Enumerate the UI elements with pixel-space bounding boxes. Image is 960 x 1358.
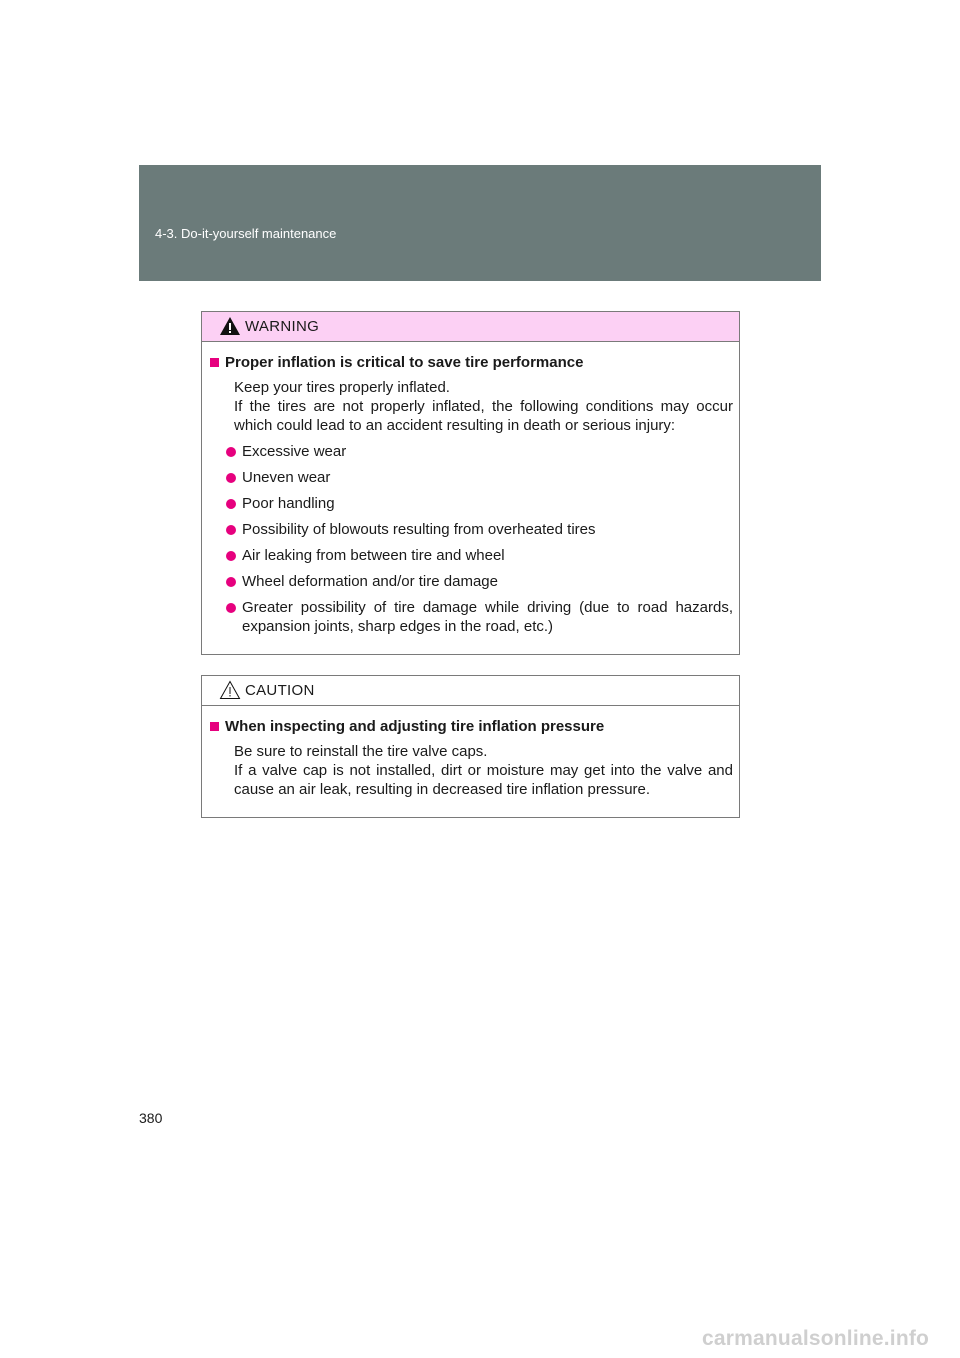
list-item xyxy=(226,468,733,487)
page-number: 380 xyxy=(139,1110,163,1126)
caution-intro-line2: If a valve cap is not installed, dirt or moisture may get into the valve and cause an air leak, resulting in decreased tire inflation pressure. xyxy=(234,762,733,798)
caution-heading xyxy=(210,716,733,736)
list-item xyxy=(226,546,733,565)
warning-label: WARNING xyxy=(245,318,320,335)
warning-condition-list xyxy=(210,442,733,636)
list-item-text: Possibility of blowouts resulting from overheated tires xyxy=(242,521,596,538)
list-item-text: Poor handling xyxy=(242,495,335,512)
warning-heading-text: Proper inflation is critical to save tire performance xyxy=(225,353,584,371)
list-item-text: Greater possibility of tire damage while driving (due to road hazards, expansion joints, sharp edges in the road, etc.) xyxy=(242,599,733,635)
warning-intro-line2: If the tires are not properly inflated, the following conditions may occur which could lead to an accident resulting in death or serious injury: xyxy=(234,398,733,434)
caution-box xyxy=(201,675,740,818)
warning-intro xyxy=(210,378,733,435)
circle-bullet-icon xyxy=(226,525,236,535)
circle-bullet-icon xyxy=(226,577,236,587)
list-item-text: Uneven wear xyxy=(242,469,331,486)
caution-heading-text: When inspecting and adjusting tire inflation pressure xyxy=(225,717,605,735)
list-item xyxy=(226,598,733,636)
circle-bullet-icon xyxy=(226,603,236,613)
warning-body xyxy=(202,342,739,636)
caution-label: CAUTION xyxy=(245,682,315,699)
warning-header xyxy=(202,312,739,342)
watermark: carmanualsonline.info xyxy=(702,1327,930,1350)
caution-intro-line1: Be sure to reinstall the tire valve caps. xyxy=(234,743,488,760)
list-item xyxy=(226,442,733,461)
warning-intro-line1: Keep your tires properly inflated. xyxy=(234,379,450,396)
circle-bullet-icon xyxy=(226,499,236,509)
section-title: 4-3. Do-it-yourself maintenance xyxy=(155,226,337,241)
warning-box xyxy=(201,311,740,655)
list-item xyxy=(226,494,733,513)
caution-header xyxy=(202,676,739,706)
list-item xyxy=(226,520,733,539)
list-item xyxy=(226,572,733,591)
warning-heading xyxy=(210,352,733,372)
caution-intro xyxy=(210,742,733,799)
list-item-text: Air leaking from between tire and wheel xyxy=(242,547,505,564)
circle-bullet-icon xyxy=(226,447,236,457)
square-bullet-icon xyxy=(210,722,219,731)
square-bullet-icon xyxy=(210,358,219,367)
caution-triangle-icon xyxy=(219,680,241,700)
caution-body xyxy=(202,706,739,799)
warning-triangle-icon xyxy=(219,316,241,336)
list-item-text: Excessive wear xyxy=(242,443,347,460)
circle-bullet-icon xyxy=(226,551,236,561)
list-item-text: Wheel deformation and/or tire damage xyxy=(242,573,498,590)
circle-bullet-icon xyxy=(226,473,236,483)
section-header-band xyxy=(139,165,821,281)
